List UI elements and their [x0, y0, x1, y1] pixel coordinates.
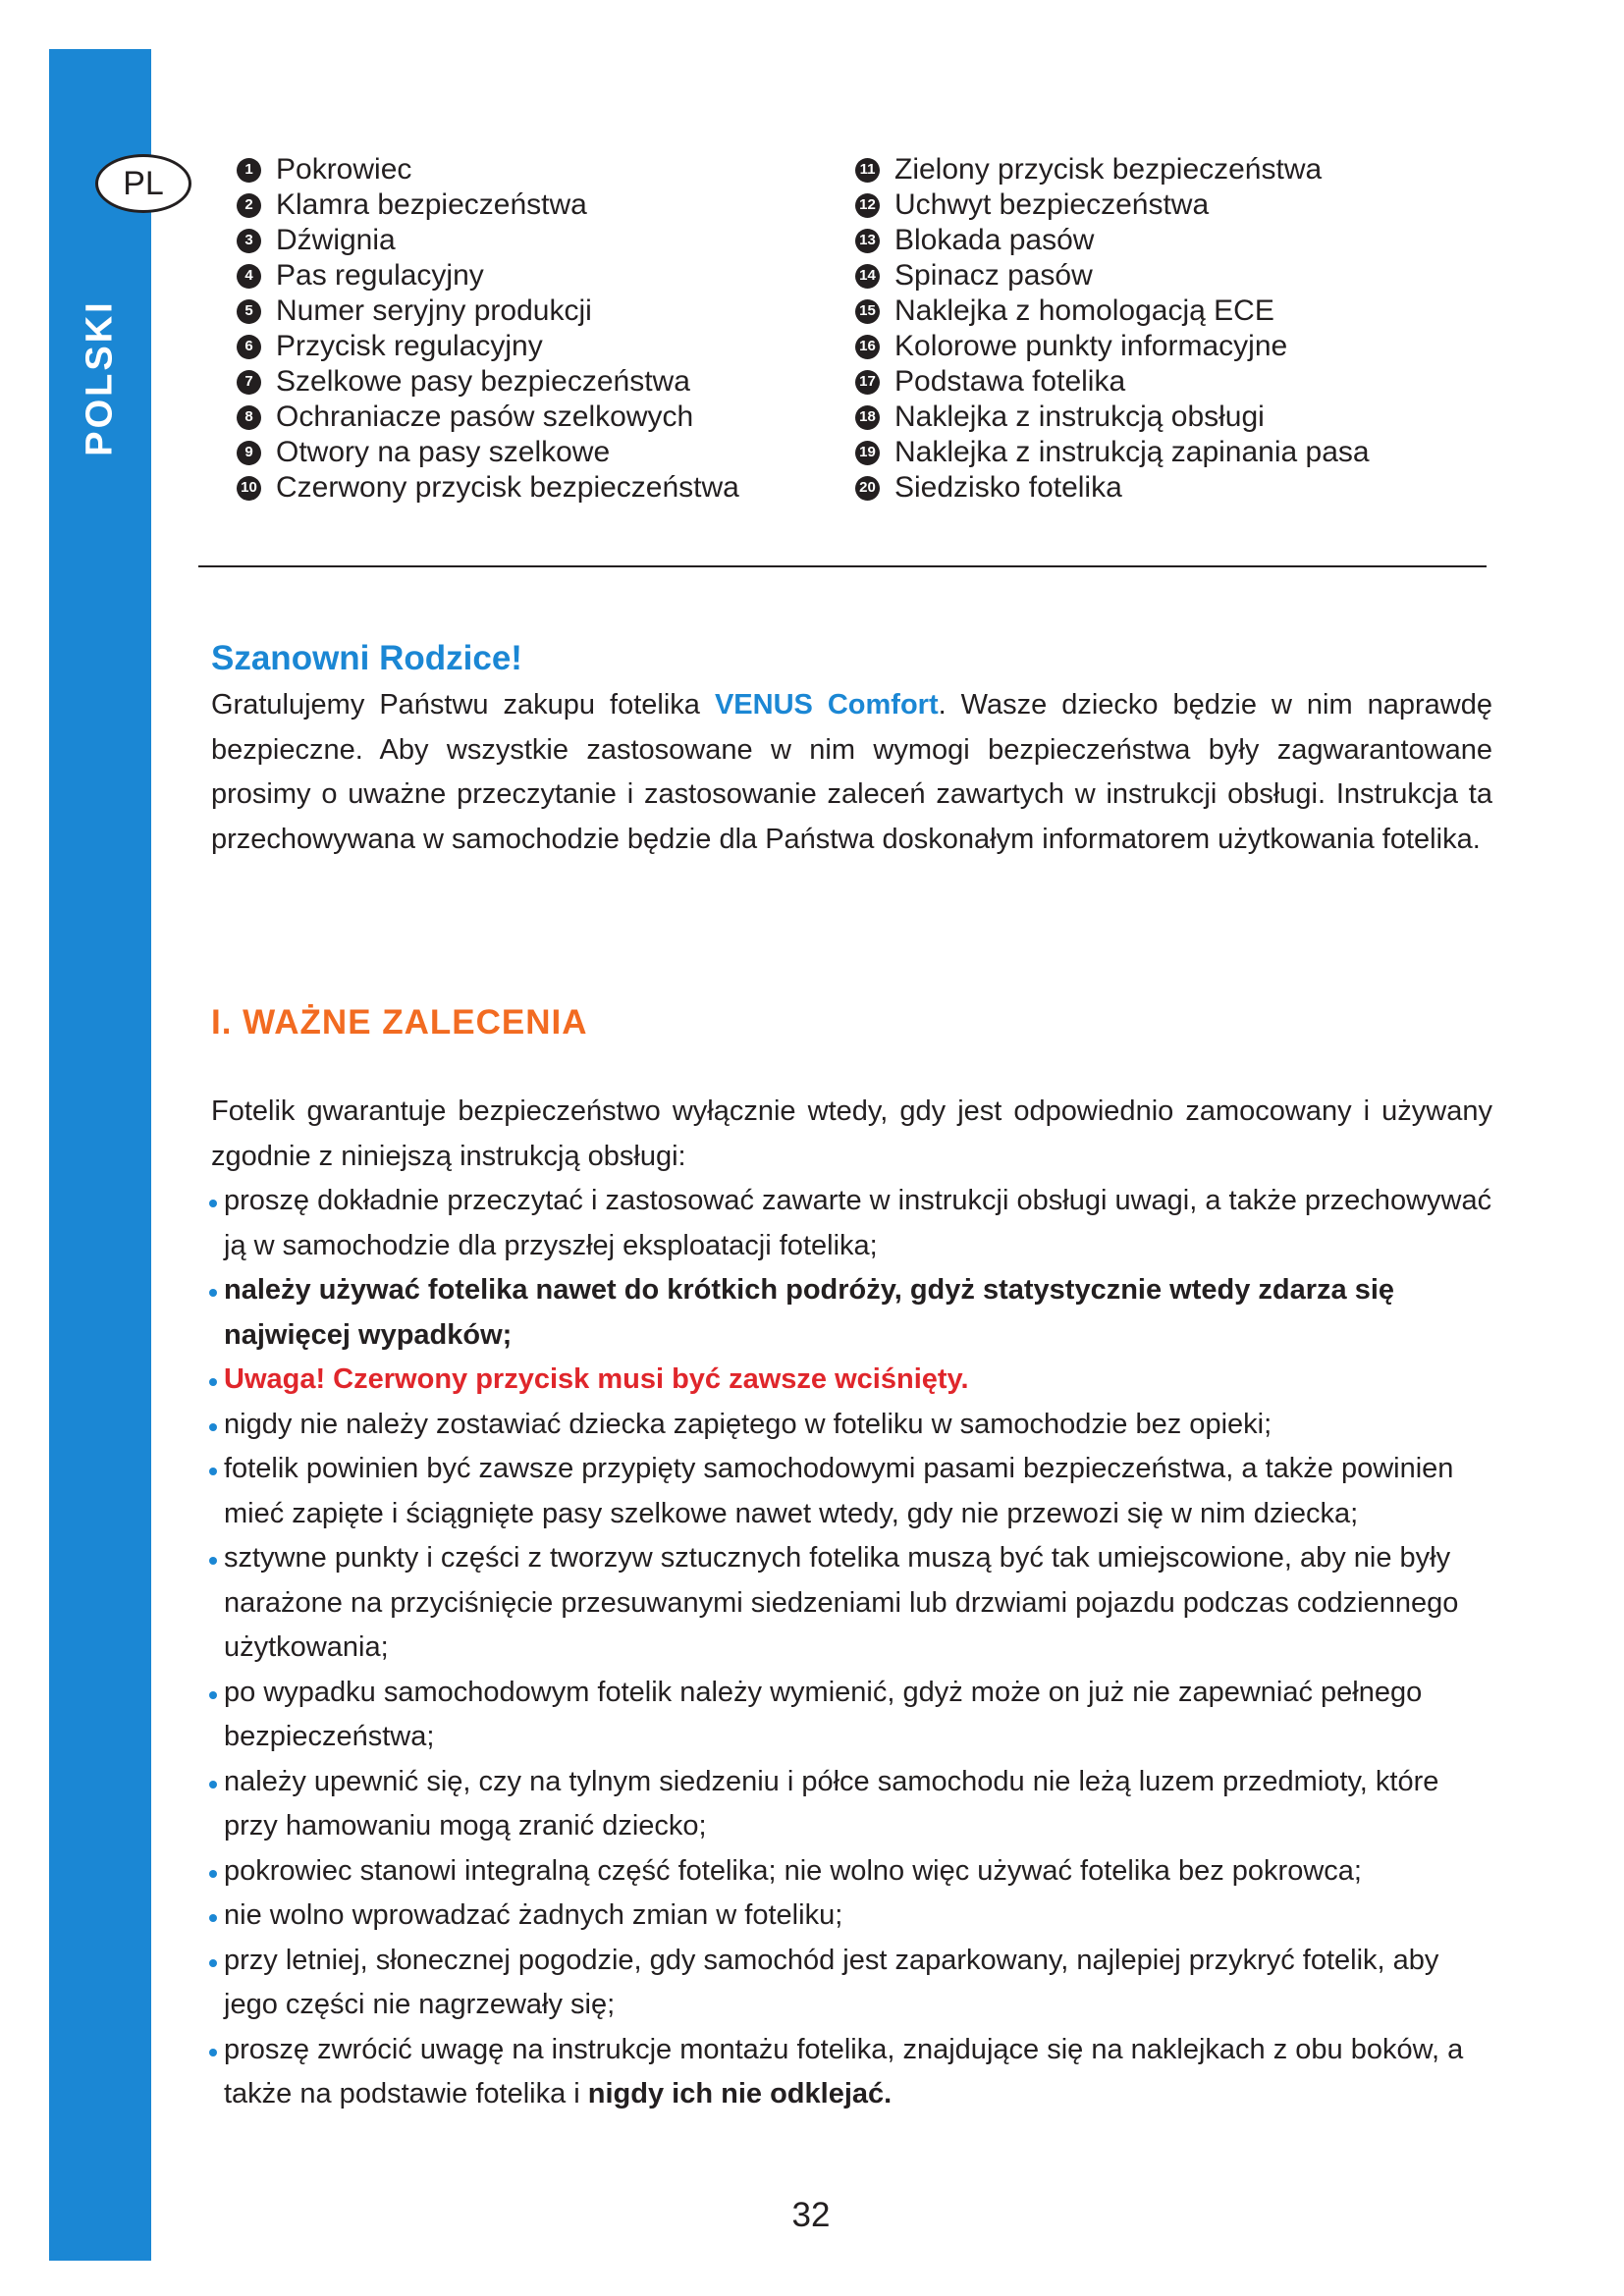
list-item: nigdy nie należy zostawiać dziecka zapiętego w foteliku w samochodzie bez opieki;: [208, 1403, 1494, 1448]
part-number-badge: 16: [855, 335, 880, 359]
part-number-badge: 15: [855, 299, 880, 324]
part-label: Naklejka z instrukcją obsługi: [894, 400, 1265, 433]
part-label: Pokrowiec: [276, 153, 412, 186]
part-number-badge: 18: [855, 405, 880, 430]
part-label: Dźwignia: [276, 224, 396, 256]
part-item: [236, 435, 739, 470]
part-label: Pas regulacyjny: [276, 259, 484, 292]
part-item: [236, 329, 739, 364]
part-number-badge: 6: [237, 335, 261, 359]
part-label: Naklejka z homologacją ECE: [894, 294, 1274, 327]
list-item: należy używać fotelika nawet do krótkich podróży, gdyż statystycznie wtedy zdarza się najwięcej wypadków;: [208, 1268, 1494, 1358]
part-label: Spinacz pasów: [894, 259, 1093, 292]
part-label: Uchwyt bezpieczeństwa: [894, 188, 1210, 221]
part-item: [854, 223, 1370, 258]
part-number-badge: 2: [237, 193, 261, 218]
part-label: Zielony przycisk bezpieczeństwa: [894, 153, 1323, 186]
list-item: nie wolno wprowadzać żadnych zmian w foteliku;: [208, 1894, 1494, 1939]
part-label: Podstawa fotelika: [894, 365, 1126, 398]
part-number-badge: 13: [855, 229, 880, 253]
part-number-badge: 20: [855, 476, 880, 501]
part-number-badge: 4: [237, 264, 261, 289]
list-item: fotelik powinien być zawsze przypięty samochodowymi pasami bezpieczeństwa, a także powinien mieć zapięte i ściągnięte pasy szelkowe nawet wtedy, gdy nie przewozi się w nim dziecka;: [208, 1447, 1494, 1536]
part-item: [236, 187, 739, 223]
parts-list-left: [236, 152, 739, 506]
part-item: [854, 470, 1370, 506]
welcome-text-start: Gratulujemy Państwu zakupu fotelika: [211, 689, 715, 721]
welcome-paragraph: [211, 683, 1492, 862]
part-number-badge: 7: [237, 370, 261, 395]
list-item: po wypadku samochodowym fotelik należy wymienić, gdyż może on już nie zapewniać pełnego bezpieczeństwa;: [208, 1671, 1494, 1760]
part-item: [236, 470, 739, 506]
section-intro: Fotelik gwarantuje bezpieczeństwo wyłącznie wtedy, gdy jest odpowiednio zamocowany i używany zgodnie z niniejszą instrukcją obsługi:: [211, 1095, 1492, 1172]
part-label: Ochraniacze pasów szelkowych: [276, 400, 694, 433]
part-item: [236, 400, 739, 435]
part-item: [854, 435, 1370, 470]
part-item: [236, 294, 739, 329]
warning-list-item: Uwaga! Czerwony przycisk musi być zawsze wciśnięty.: [208, 1358, 1494, 1403]
part-number-badge: 5: [237, 299, 261, 324]
part-item: [236, 364, 739, 400]
part-item: [854, 329, 1370, 364]
part-item: [236, 258, 739, 294]
part-number-badge: 14: [855, 264, 880, 289]
part-number-badge: 10: [237, 476, 261, 501]
list-item: pokrowiec stanowi integralną część fotelika; nie wolno więc używać fotelika bez pokrowca;: [208, 1849, 1494, 1895]
part-item: [854, 364, 1370, 400]
section-divider: [198, 565, 1487, 567]
part-item: [854, 187, 1370, 223]
part-label: Przycisk regulacyjny: [276, 330, 543, 362]
part-label: Numer seryjny produkcji: [276, 294, 592, 327]
part-number-badge: 3: [237, 229, 261, 253]
part-item: [236, 223, 739, 258]
part-number-badge: 1: [237, 158, 261, 183]
part-label: Siedzisko fotelika: [894, 471, 1122, 504]
part-number-badge: 11: [855, 158, 880, 183]
list-item: przy letniej, słonecznej pogodzie, gdy samochód jest zaparkowany, najlepiej przykryć fotelik, aby jego części nie nagrzewały się;: [208, 1939, 1494, 2028]
part-item: [236, 152, 739, 187]
list-item: proszę dokładnie przeczytać i zastosować zawarte w instrukcji obsługi uwagi, a także przechowywać ją w samochodzie dla przyszłej eksploatacji fotelika;: [208, 1179, 1494, 1268]
welcome-title: Szanowni Rodzice!: [211, 639, 522, 677]
list-item: należy upewnić się, czy na tylnym siedzeniu i półce samochodu nie leżą luzem przedmioty, które przy hamowaniu mogą zranić dziecko;: [208, 1760, 1494, 1849]
part-item: [854, 400, 1370, 435]
part-label: Blokada pasów: [894, 224, 1095, 256]
recommendations-list: [208, 1179, 1524, 2117]
section-title: I. WAŻNE ZALECENIA: [211, 1003, 588, 1041]
part-label: Otwory na pasy szelkowe: [276, 436, 611, 468]
part-number-badge: 9: [237, 441, 261, 465]
part-number-badge: 8: [237, 405, 261, 430]
list-item: [208, 2028, 1494, 2117]
last-rule-emphasis: nigdy ich nie odklejać.: [587, 2078, 893, 2109]
part-label: Naklejka z instrukcją zapinania pasa: [894, 436, 1370, 468]
part-label: Szelkowe pasy bezpieczeństwa: [276, 365, 690, 398]
part-label: Kolorowe punkty informacyjne: [894, 330, 1288, 362]
part-number-badge: 19: [855, 441, 880, 465]
welcome-text-end: . Wasze dziecko będzie w nim naprawdę bezpieczne. Aby wszystkie zastosowane w nim wymogi bezpieczeństwa były zagwarantowane prosimy o uważne przeczytanie i zastosowanie zaleceń zawartych w instrukcji obsługi. Instrukcja ta przechowywana w samochodzie będzie dla Państwa doskonałym informatorem użytkowania fotelika.: [211, 689, 1493, 855]
part-label: Klamra bezpieczeństwa: [276, 188, 587, 221]
language-badge: PL: [95, 154, 191, 213]
part-label: Czerwony przycisk bezpieczeństwa: [276, 471, 739, 504]
part-number-badge: 12: [855, 193, 880, 218]
part-item: [854, 294, 1370, 329]
list-item: sztywne punkty i części z tworzyw sztucznych fotelika muszą być tak umiejscowione, aby nie były narażone na przyciśnięcie przesuwanymi siedzeniami lub drzwiami pojazdu podczas codziennego użytkowania;: [208, 1536, 1494, 1671]
parts-list-right: [854, 152, 1370, 506]
page-number: 32: [791, 2196, 831, 2234]
part-number-badge: 17: [855, 370, 880, 395]
product-brand: VENUS Comfort: [714, 689, 939, 721]
part-item: [854, 152, 1370, 187]
side-language-label: POLSKI: [79, 299, 121, 456]
last-rule-text: proszę zwrócić uwagę na instrukcje montażu fotelika, znajdujące się na naklejkach z obu boków, a także na podstawie fotelika i: [224, 2033, 1464, 2109]
part-item: [854, 258, 1370, 294]
